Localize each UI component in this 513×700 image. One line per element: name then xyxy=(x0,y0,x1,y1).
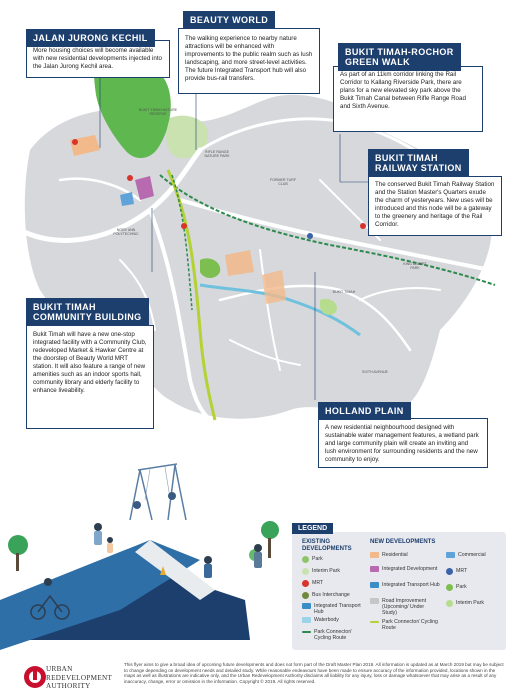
callout-text: The walking experience to nearby nature attractions will be enhanced with improvements to the public realm such as lush landscaping, and more street-level activities. The future Integrated Transport hub will also provide bus-rail transfers. xyxy=(185,35,313,82)
callout-rochor-green-walk xyxy=(333,47,483,132)
legend-existing-heading: EXISTING DEVELOPMENTS xyxy=(302,539,352,552)
ura-logo-text: URBAN REDEVELOPMENT AUTHORITY xyxy=(46,665,113,691)
legend-new-interim-park: Interim Park xyxy=(446,600,504,607)
callout-title: BUKIT TIMAH RAILWAY STATION xyxy=(368,149,469,177)
map-label-ngee-ann: NGEE ANN POLYTECHNIC xyxy=(113,228,139,236)
legend-existing-park-connector: Park Connector/ Cycling Route xyxy=(302,629,366,641)
callout-title: JALAN JURONG KECHIL xyxy=(26,29,155,47)
map-label-king-albert: KING ALBERT PARK xyxy=(403,262,427,270)
callout-text: The conserved Bukit Timah Railway Station and the Station Master's Quarters exude the charm of yesteryears. New uses will be introduced and this node will be a gateway to the greenery and heritage of the Rail Corridor. xyxy=(375,181,495,228)
callout-title: BEAUTY WORLD xyxy=(183,11,275,29)
callout-jalan-jurong-kechil xyxy=(26,33,170,78)
ura-logo-mark xyxy=(24,666,46,688)
legend-existing-interim-park: Interim Park xyxy=(302,568,366,575)
disclaimer-text: This flyer aims to give a broad idea of upcoming future developments and does not form part of the Draft Master Plan 2019. All information is updated as at March 2019 but may be subject to change depending on development needs and detailed study. While reasonable endeavours have been made to ensure accuracy of the information provided, locations shown in the maps as well as illustrations are indicative only, and the Urban Redevelopment Authority disclaims all liability for any injury, loss or damage whatsoever that may arise as a result of any inaccuracy, change, error or omission in the information. Copyright © 2019. All rights reserved. xyxy=(124,662,504,684)
callout-text: More housing choices will become available with new residential developments injected into the Jalan Jurong Kechil area. xyxy=(33,47,162,70)
legend-existing-mrt: MRT xyxy=(302,580,366,587)
legend-new-transport-hub: Integrated Transport Hub xyxy=(370,582,440,588)
callout-holland-plain xyxy=(318,406,488,468)
legend-new-commercial: Commercial xyxy=(446,552,504,558)
legend-new-park: Park xyxy=(446,584,504,591)
legend-existing-waterbody: Waterbody xyxy=(302,617,366,623)
callout-railway-station xyxy=(368,153,502,236)
callout-title: BUKIT TIMAH-ROCHOR GREEN WALK xyxy=(338,43,461,71)
callout-text: Bukit Timah will have a new one-stop integrated facility with a Community Club, redeveloped Market & Hawker Centre at the doorstep of Beauty World MRT station. It will also feature a range of new amenities such as an indoor sports hall, community library and elderly facility to enhance liveability. xyxy=(33,331,147,394)
map-label-bukit-timah: BUKIT TIMAH xyxy=(332,290,356,294)
legend-title: LEGEND xyxy=(292,523,333,534)
holland-plain-area xyxy=(262,270,286,304)
legend-new-integrated-development: Integrated Development xyxy=(370,566,440,572)
map-label-rifle-range: RIFLE RANGE NATURE PARK xyxy=(204,150,230,158)
map-label-turf-club: FORMER TURF CLUB xyxy=(269,178,297,186)
legend-existing-bus-interchange: Bus Interchange xyxy=(302,592,366,599)
callout-text: A new residential neighbourhood designed with sustainable water management features, a wetland park and large community plain will create an inviting and lush environment for surrounding residents and the new community to enjoy. xyxy=(325,424,479,463)
callout-title: BUKIT TIMAH COMMUNITY BUILDING xyxy=(26,298,149,326)
callout-community-building xyxy=(26,302,154,429)
callout-title: HOLLAND PLAIN xyxy=(318,402,411,420)
map-label-sixth-avenue: SIXTH AVENUE xyxy=(362,370,388,374)
legend-new-heading: NEW DEVELOPMENTS xyxy=(370,539,436,545)
legend-new-park-connector: Park Connector/ Cycling Route xyxy=(370,619,440,631)
legend-new-mrt: MRT xyxy=(446,568,504,575)
legend-existing-park: Park xyxy=(302,556,366,563)
legend-existing-transport-hub: Integrated Transport Hub xyxy=(302,603,366,615)
map-label-nature-reserve: BUKIT TIMAH NATURE RESERVE xyxy=(138,108,178,116)
legend xyxy=(292,525,506,650)
callout-text: As part of an 11km corridor linking the Rail Corridor to Kallang Riverside Park, there are plans for a new elevated sky park above the Bukit Timah Canal between Rifle Range Road and Sixth Avenue. xyxy=(340,71,466,110)
playground-illustration xyxy=(0,464,279,650)
legend-new-residential: Residential xyxy=(370,552,440,558)
legend-new-road-improvement: Road Improvement (Upcoming/ Under Study) xyxy=(370,598,440,616)
callout-beauty-world xyxy=(178,15,320,94)
